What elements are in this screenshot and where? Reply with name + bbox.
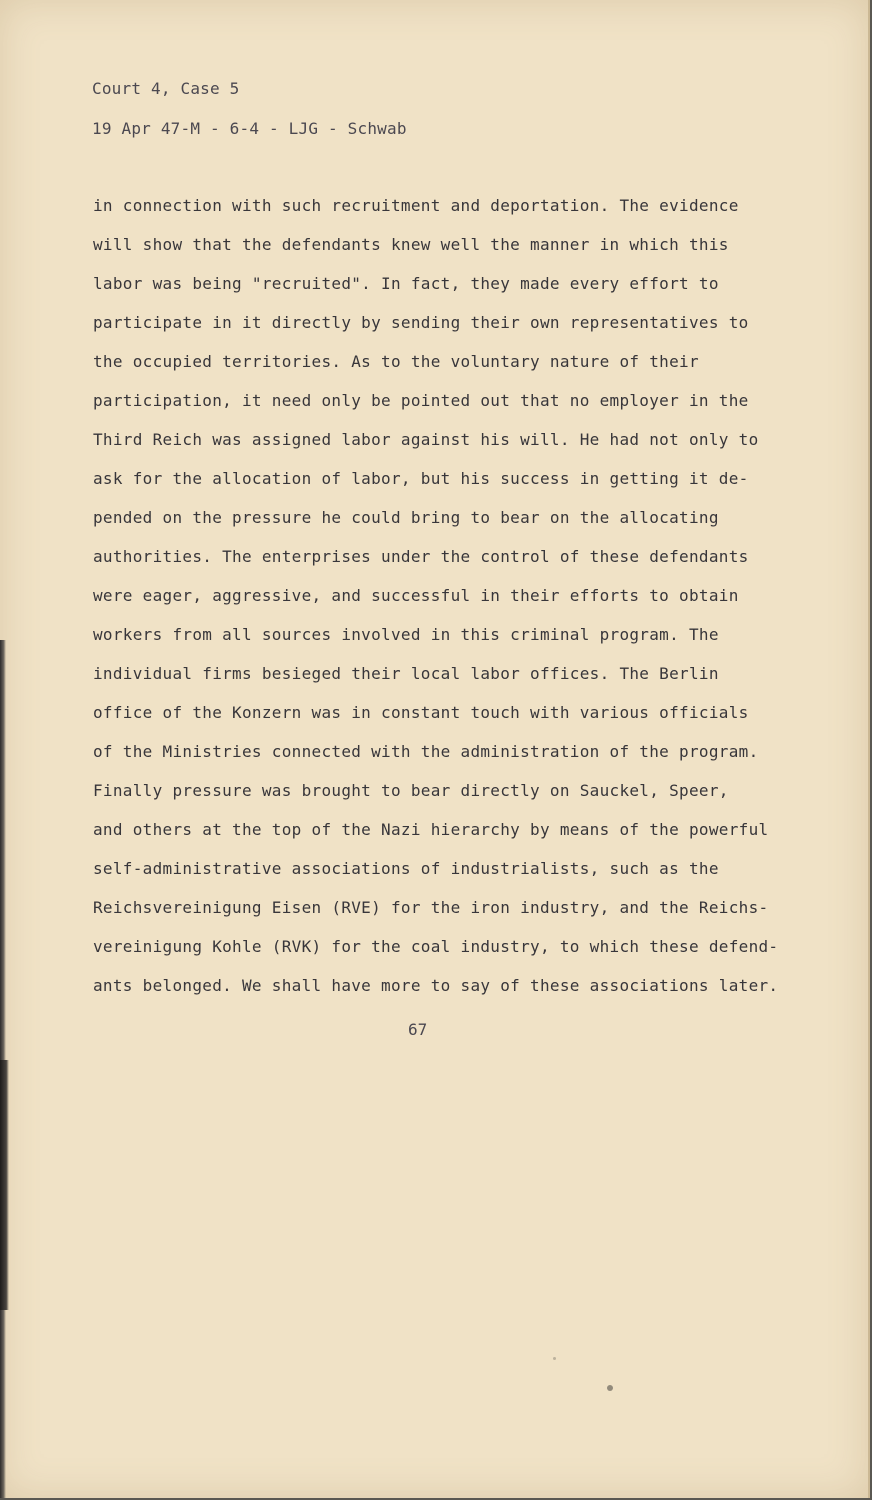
body-line: were eager, aggressive, and successful in their efforts to obtain bbox=[93, 586, 739, 605]
paper-speck bbox=[607, 1385, 613, 1391]
body-line: of the Ministries connected with the administration of the program. bbox=[93, 742, 759, 761]
body-line: participate in it directly by sending their own representatives to bbox=[93, 313, 749, 332]
body-line: participation, it need only be pointed out that no employer in the bbox=[93, 391, 749, 410]
session-header: 19 Apr 47-M - 6-4 - LJG - Schwab bbox=[92, 119, 407, 138]
body-line: ants belonged. We shall have more to say of these associations later. bbox=[93, 976, 779, 995]
body-line: Reichsvereinigung Eisen (RVE) for the iron industry, and the Reichs- bbox=[93, 898, 769, 917]
body-line: labor was being "recruited". In fact, they made every effort to bbox=[93, 274, 719, 293]
body-line: the occupied territories. As to the voluntary nature of their bbox=[93, 352, 699, 371]
body-line: Finally pressure was brought to bear directly on Sauckel, Speer, bbox=[93, 781, 729, 800]
page-number: 67 bbox=[408, 1020, 428, 1039]
page-binding-shadow bbox=[0, 1060, 9, 1310]
body-line: will show that the defendants knew well the manner in which this bbox=[93, 235, 729, 254]
body-line: vereinigung Kohle (RVK) for the coal industry, to which these defend- bbox=[93, 937, 779, 956]
body-line: individual firms besieged their local labor offices. The Berlin bbox=[93, 664, 719, 683]
body-line: workers from all sources involved in this criminal program. The bbox=[93, 625, 719, 644]
body-line: office of the Konzern was in constant touch with various officials bbox=[93, 703, 749, 722]
case-header: Court 4, Case 5 bbox=[92, 79, 240, 98]
body-line: ask for the allocation of labor, but his success in getting it de- bbox=[93, 469, 749, 488]
body-line: in connection with such recruitment and deportation. The evidence bbox=[93, 196, 739, 215]
body-line: pended on the pressure he could bring to bear on the allocating bbox=[93, 508, 719, 527]
body-line: and others at the top of the Nazi hierarchy by means of the powerful bbox=[93, 820, 769, 839]
paper-speck bbox=[553, 1357, 556, 1360]
body-line: Third Reich was assigned labor against his will. He had not only to bbox=[93, 430, 759, 449]
body-line: authorities. The enterprises under the control of these defendants bbox=[93, 547, 749, 566]
body-line: self-administrative associations of industrialists, such as the bbox=[93, 859, 719, 878]
